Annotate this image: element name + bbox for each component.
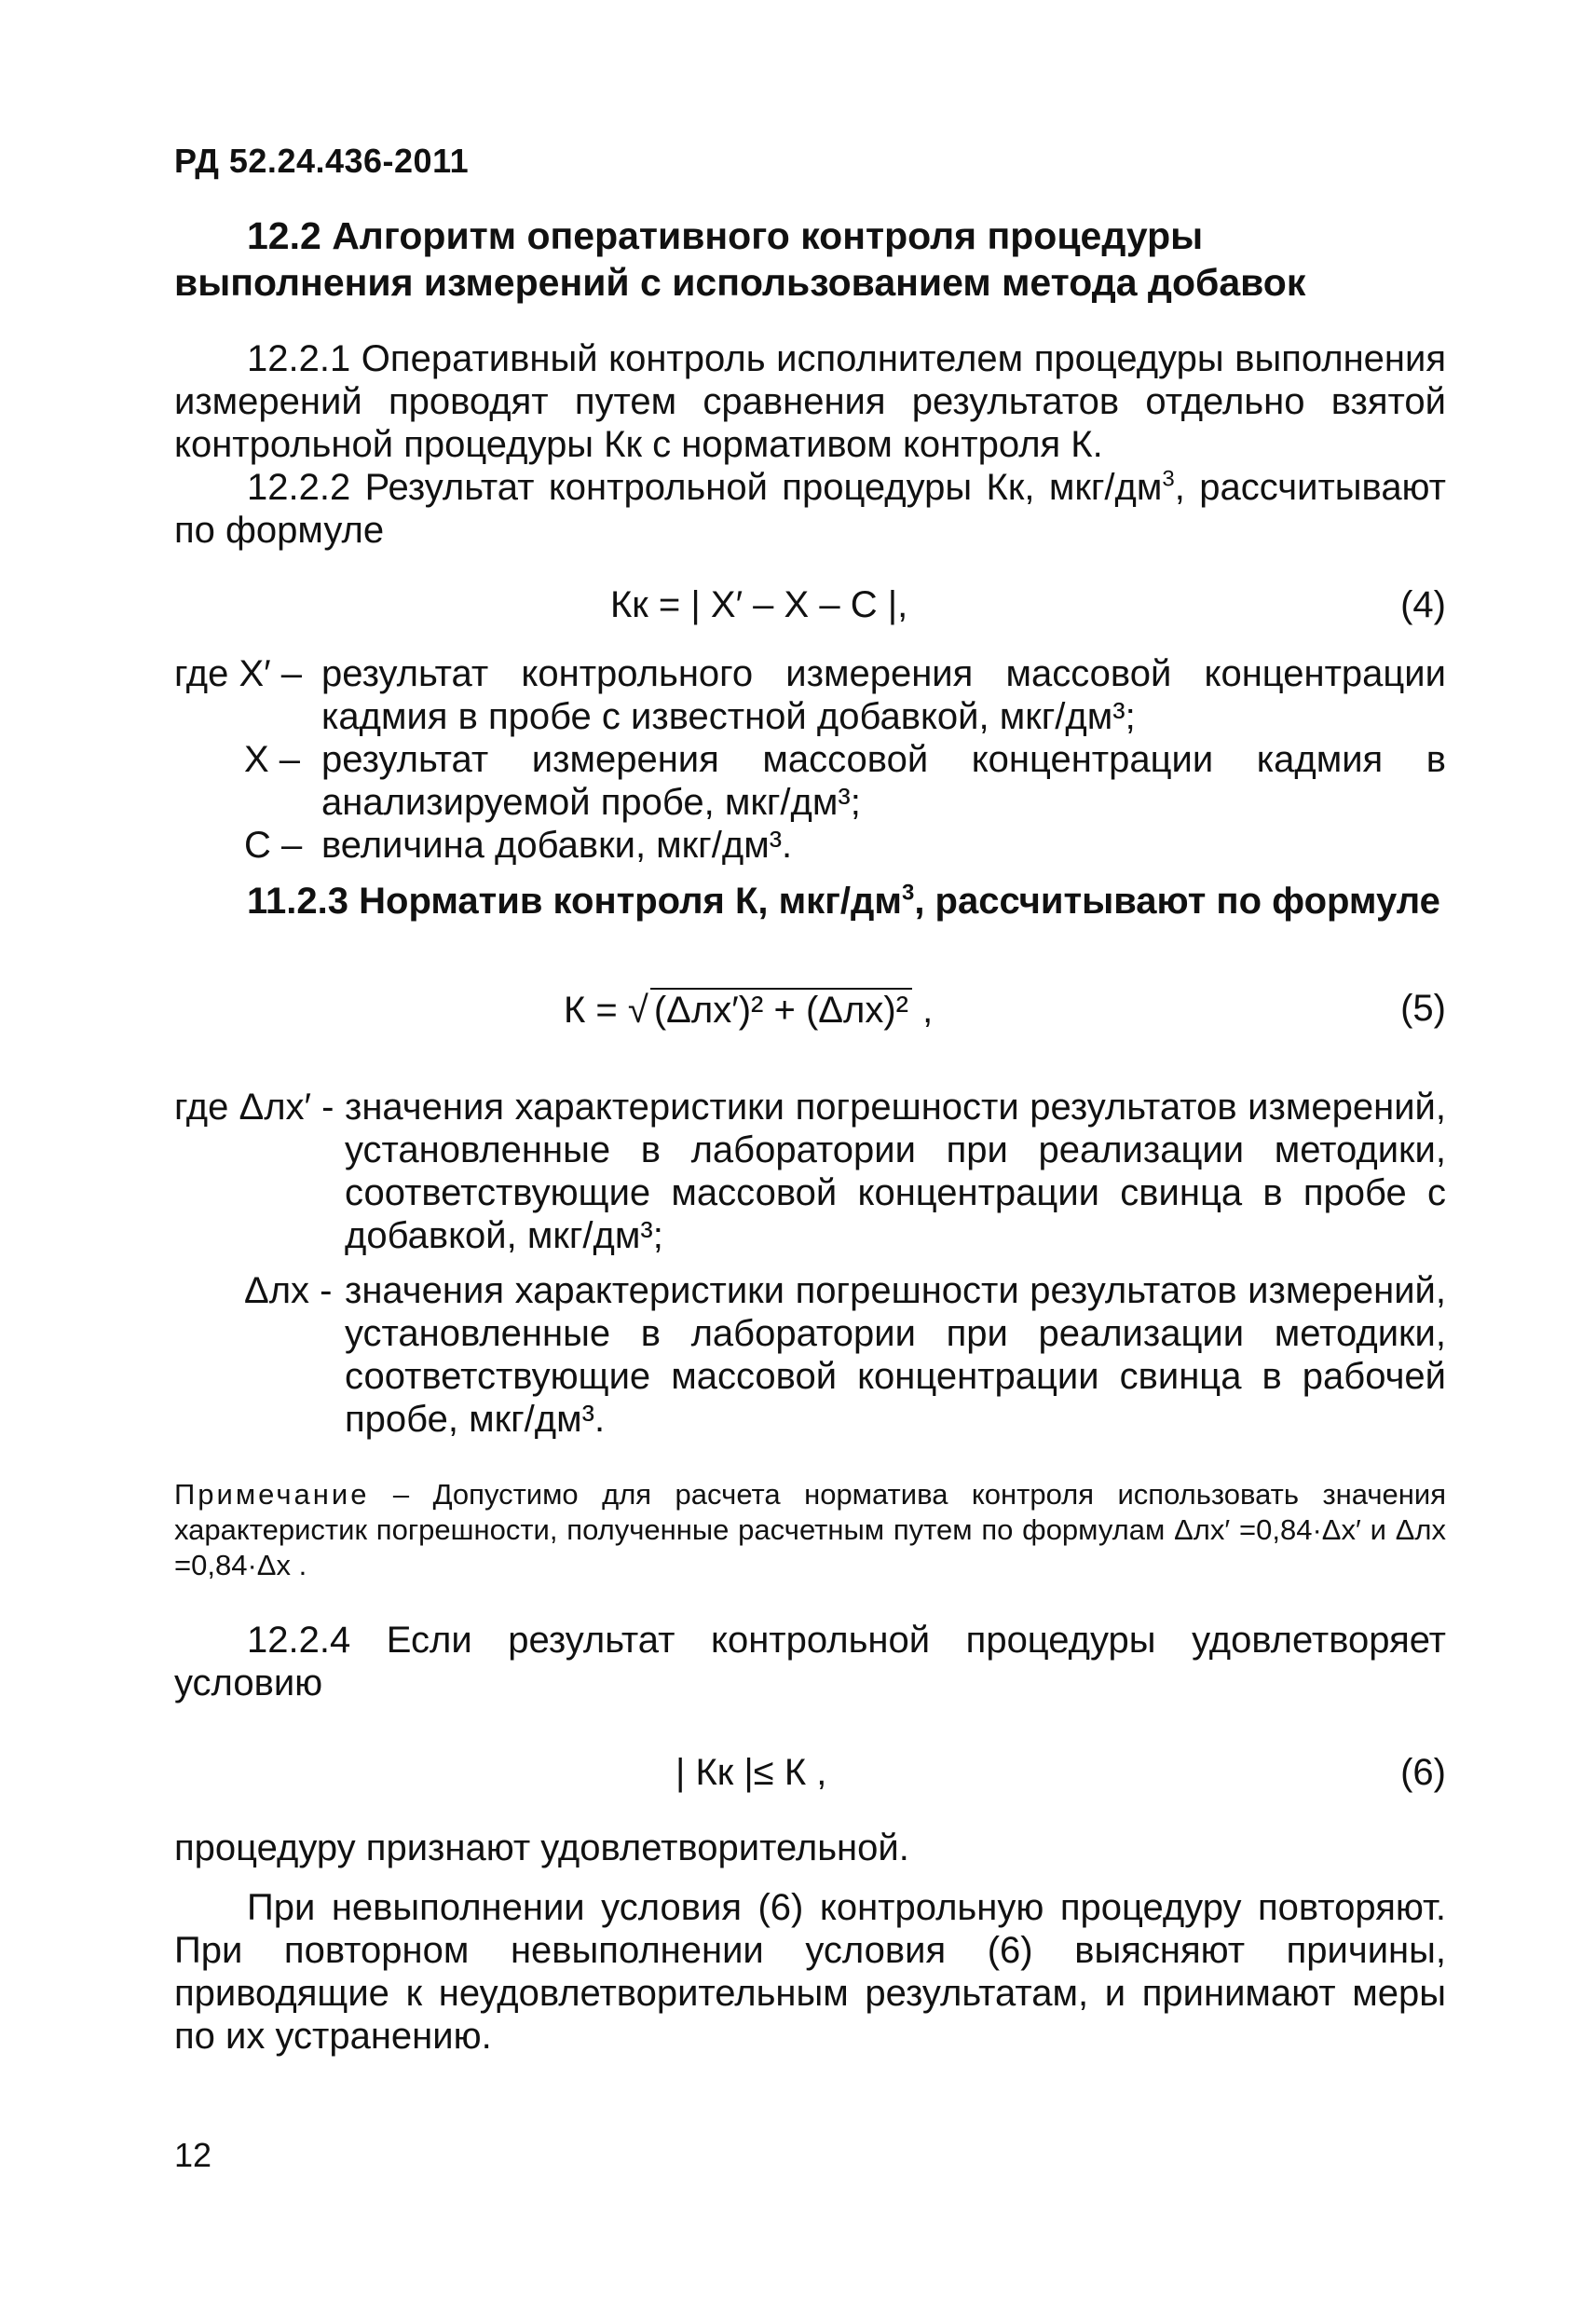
definition-symbol-x-prime: где X′ – [174, 653, 303, 694]
paragraph-11-2-3-text: 11.2.3 Норматив контроля К, мкг/дм [247, 881, 902, 922]
document-code: РД 52.24.436-2011 [174, 142, 470, 180]
definition-text-c: величина добавки, мкг/дм³. [321, 825, 793, 866]
definition-text-delta-prime: значения характеристики погрешности результатов измерений, установленные в лаборатории при реализации методики, соответствующие массовой концентрации свинца в пробе с добавкой, мкг/дм³; [345, 1087, 1446, 1256]
definition-text-x: результат измерения массовой концентрации кадмия в анализируемой пробе, мкг/дм³; [321, 739, 1446, 823]
paragraph-12-2-2-tail: , рассчитывают по формуле [174, 467, 1447, 551]
definition-symbol-delta: Δлх - [244, 1270, 333, 1311]
definition-text-delta: значения характеристики погрешности результатов измерений, установленные в лаборатории при реализации методики, соответствующие массовой концентрации свинца в рабочей пробе, мкг/дм³. [345, 1270, 1446, 1440]
note-label: Примечание [174, 1478, 370, 1511]
definition-symbol-delta-prime: где Δлх′ - [174, 1087, 334, 1128]
paragraph-11-2-3 [247, 881, 1446, 923]
definition-text-x-prime: результат контрольного измерения массовой концентрации кадмия в пробе с известной добавкой, мкг/дм³; [321, 653, 1446, 737]
paragraph-12-2-1: 12.2.1 Оперативный контроль исполнителем процедуры выполнения измерений проводят путем сравнения результатов отдельно взятой контрольной процедуры Кк с нормативом контроля К. [174, 338, 1446, 465]
equation-number-6: (6) [1400, 1752, 1446, 1793]
equation-number-5: (5) [1400, 988, 1446, 1029]
note [174, 1477, 1446, 1583]
paragraph-12-2-4: 12.2.4 Если результат контрольной процедуры удовлетворяет условию [174, 1620, 1446, 1703]
definition-symbol-c: С – [244, 825, 303, 866]
formula-6: | Кк |≤ К , [675, 1752, 827, 1793]
equation-number-4: (4) [1400, 584, 1446, 625]
page-number: 12 [174, 2136, 212, 2174]
section-title: 12.2 Алгоритм оперативного контроля процедуры выполнения измерений с использованием метода добавок [174, 214, 1306, 304]
formula-5: К = √ (Δлх′)² + (Δлх)² , [564, 990, 934, 1031]
paragraph-final: При невыполнении условия (6) контрольную процедуру повторяют. При повторном невыполнении условия (6) выясняют причины, приводящие к неудовлетворительным результатам, и принимают меры по их устранению. [174, 1887, 1446, 2057]
superscript-3: 3 [901, 880, 915, 906]
paragraph-12-2-2-text: 12.2.2 Результат контрольной процедуры Кк, мкг/дм [247, 467, 1163, 508]
paragraph-11-2-3-tail: , рассчитывают по формуле [914, 881, 1440, 922]
formula-5-radicand: (Δлх′)² + (Δлх)² [650, 988, 912, 1032]
formula-4: Кк = | X′ – X – C |, [610, 584, 908, 625]
definition-symbol-x: X – [244, 739, 301, 780]
square-root: √ (Δлх′)² + (Δлх)² [628, 988, 912, 1032]
superscript-3: 3 [1162, 466, 1175, 492]
formula-5-left: К = [564, 990, 618, 1031]
paragraph-12-2-2 [174, 466, 1446, 552]
paragraph-after-6: процедуру признают удовлетворительной. [174, 1827, 909, 1868]
note-text: – Допустимо для расчета норматива контроля использовать значения характеристик погрешности, полученные расчетным путем по формулам Δлх′ =0,84·Δх′ и Δлх =0,84·Δх . [174, 1478, 1446, 1581]
